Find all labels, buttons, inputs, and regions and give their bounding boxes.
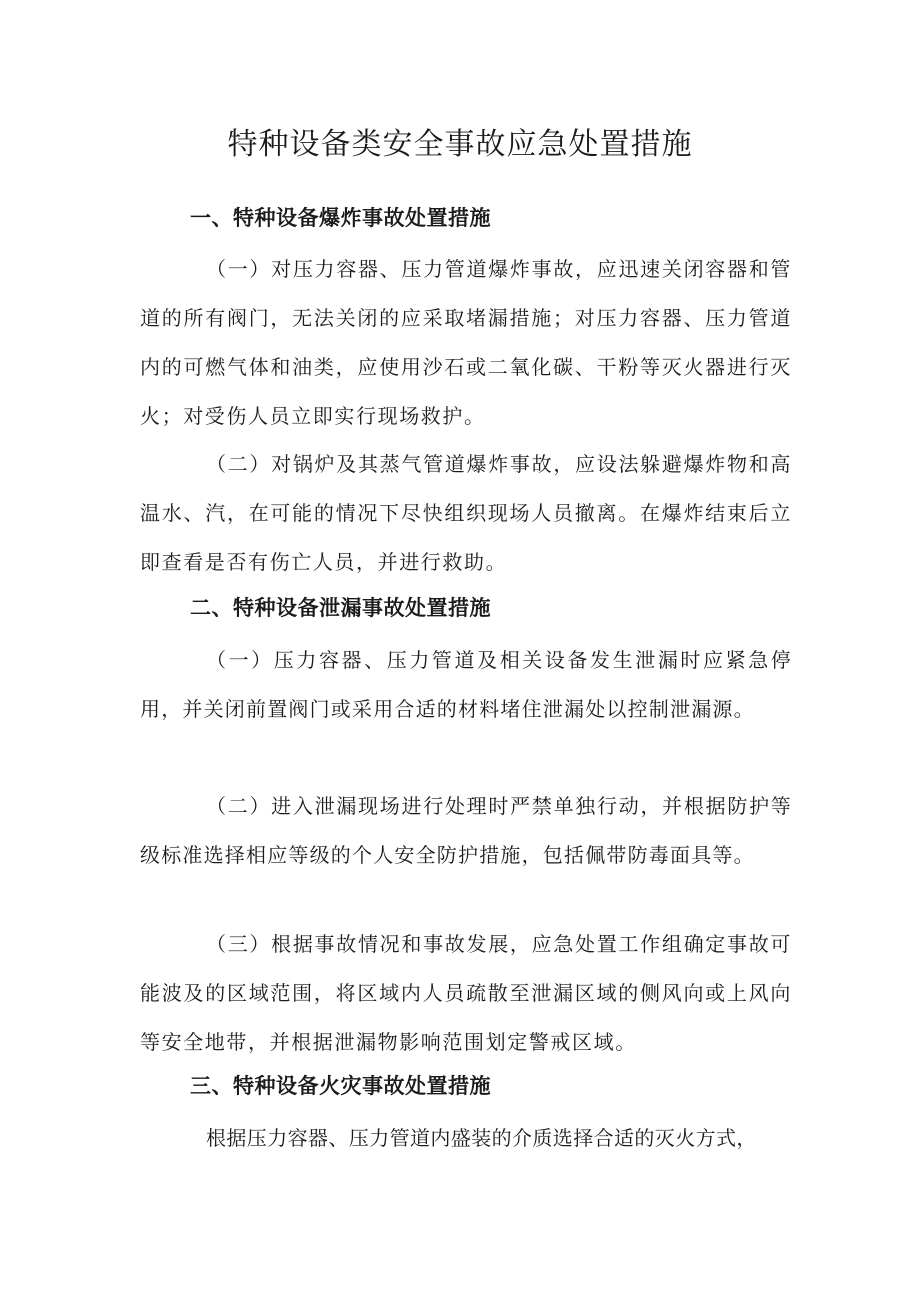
paragraph-explosion-2: （二）对锅炉及其蒸气管道爆炸事故，应设法躲避爆炸物和高温水、汽，在可能的情况下尽快组织现场人员撤离。在爆炸结束后立即查看是否有伤亡人员，并进行救助。 [140, 452, 792, 574]
paragraph-leak-2: （二）进入泄漏现场进行处理时严禁单独行动，并根据防护等级标准选择相应等级的个人安全防护措施，包括佩带防毒面具等。 [140, 794, 792, 867]
section-heading-explosion: 一、特种设备爆炸事故处置措施 [190, 206, 491, 230]
paragraph-leak-3: （三）根据事故情况和事故发展，应急处置工作组确定事故可能波及的区域范围，将区域内人员疏散至泄漏区域的侧风向或上风向等安全地带，并根据泄漏物影响范围划定警戒区域。 [140, 932, 792, 1054]
paragraph-leak-1: （一）压力容器、压力管道及相关设备发生泄漏时应紧急停用，并关闭前置阀门或采用合适的材料堵住泄漏处以控制泄漏源。 [140, 648, 792, 721]
section-heading-leak: 二、特种设备泄漏事故处置措施 [190, 596, 491, 620]
paragraph-fire-1: 根据压力容器、压力管道内盛装的介质选择合适的灭火方式， [206, 1126, 757, 1150]
paragraph-explosion-1: （一）对压力容器、压力管道爆炸事故，应迅速关闭容器和管道的所有阀门，无法关闭的应采取堵漏措施；对压力容器、压力管道内的可燃气体和油类，应使用沙石或二氧化碳、干粉等灭火器进行灭火；对受伤人员立即实行现场救护。 [140, 257, 792, 428]
section-heading-fire: 三、特种设备火灾事故处置措施 [190, 1074, 491, 1098]
document-title: 特种设备类安全事故应急处置措施 [227, 127, 693, 162]
